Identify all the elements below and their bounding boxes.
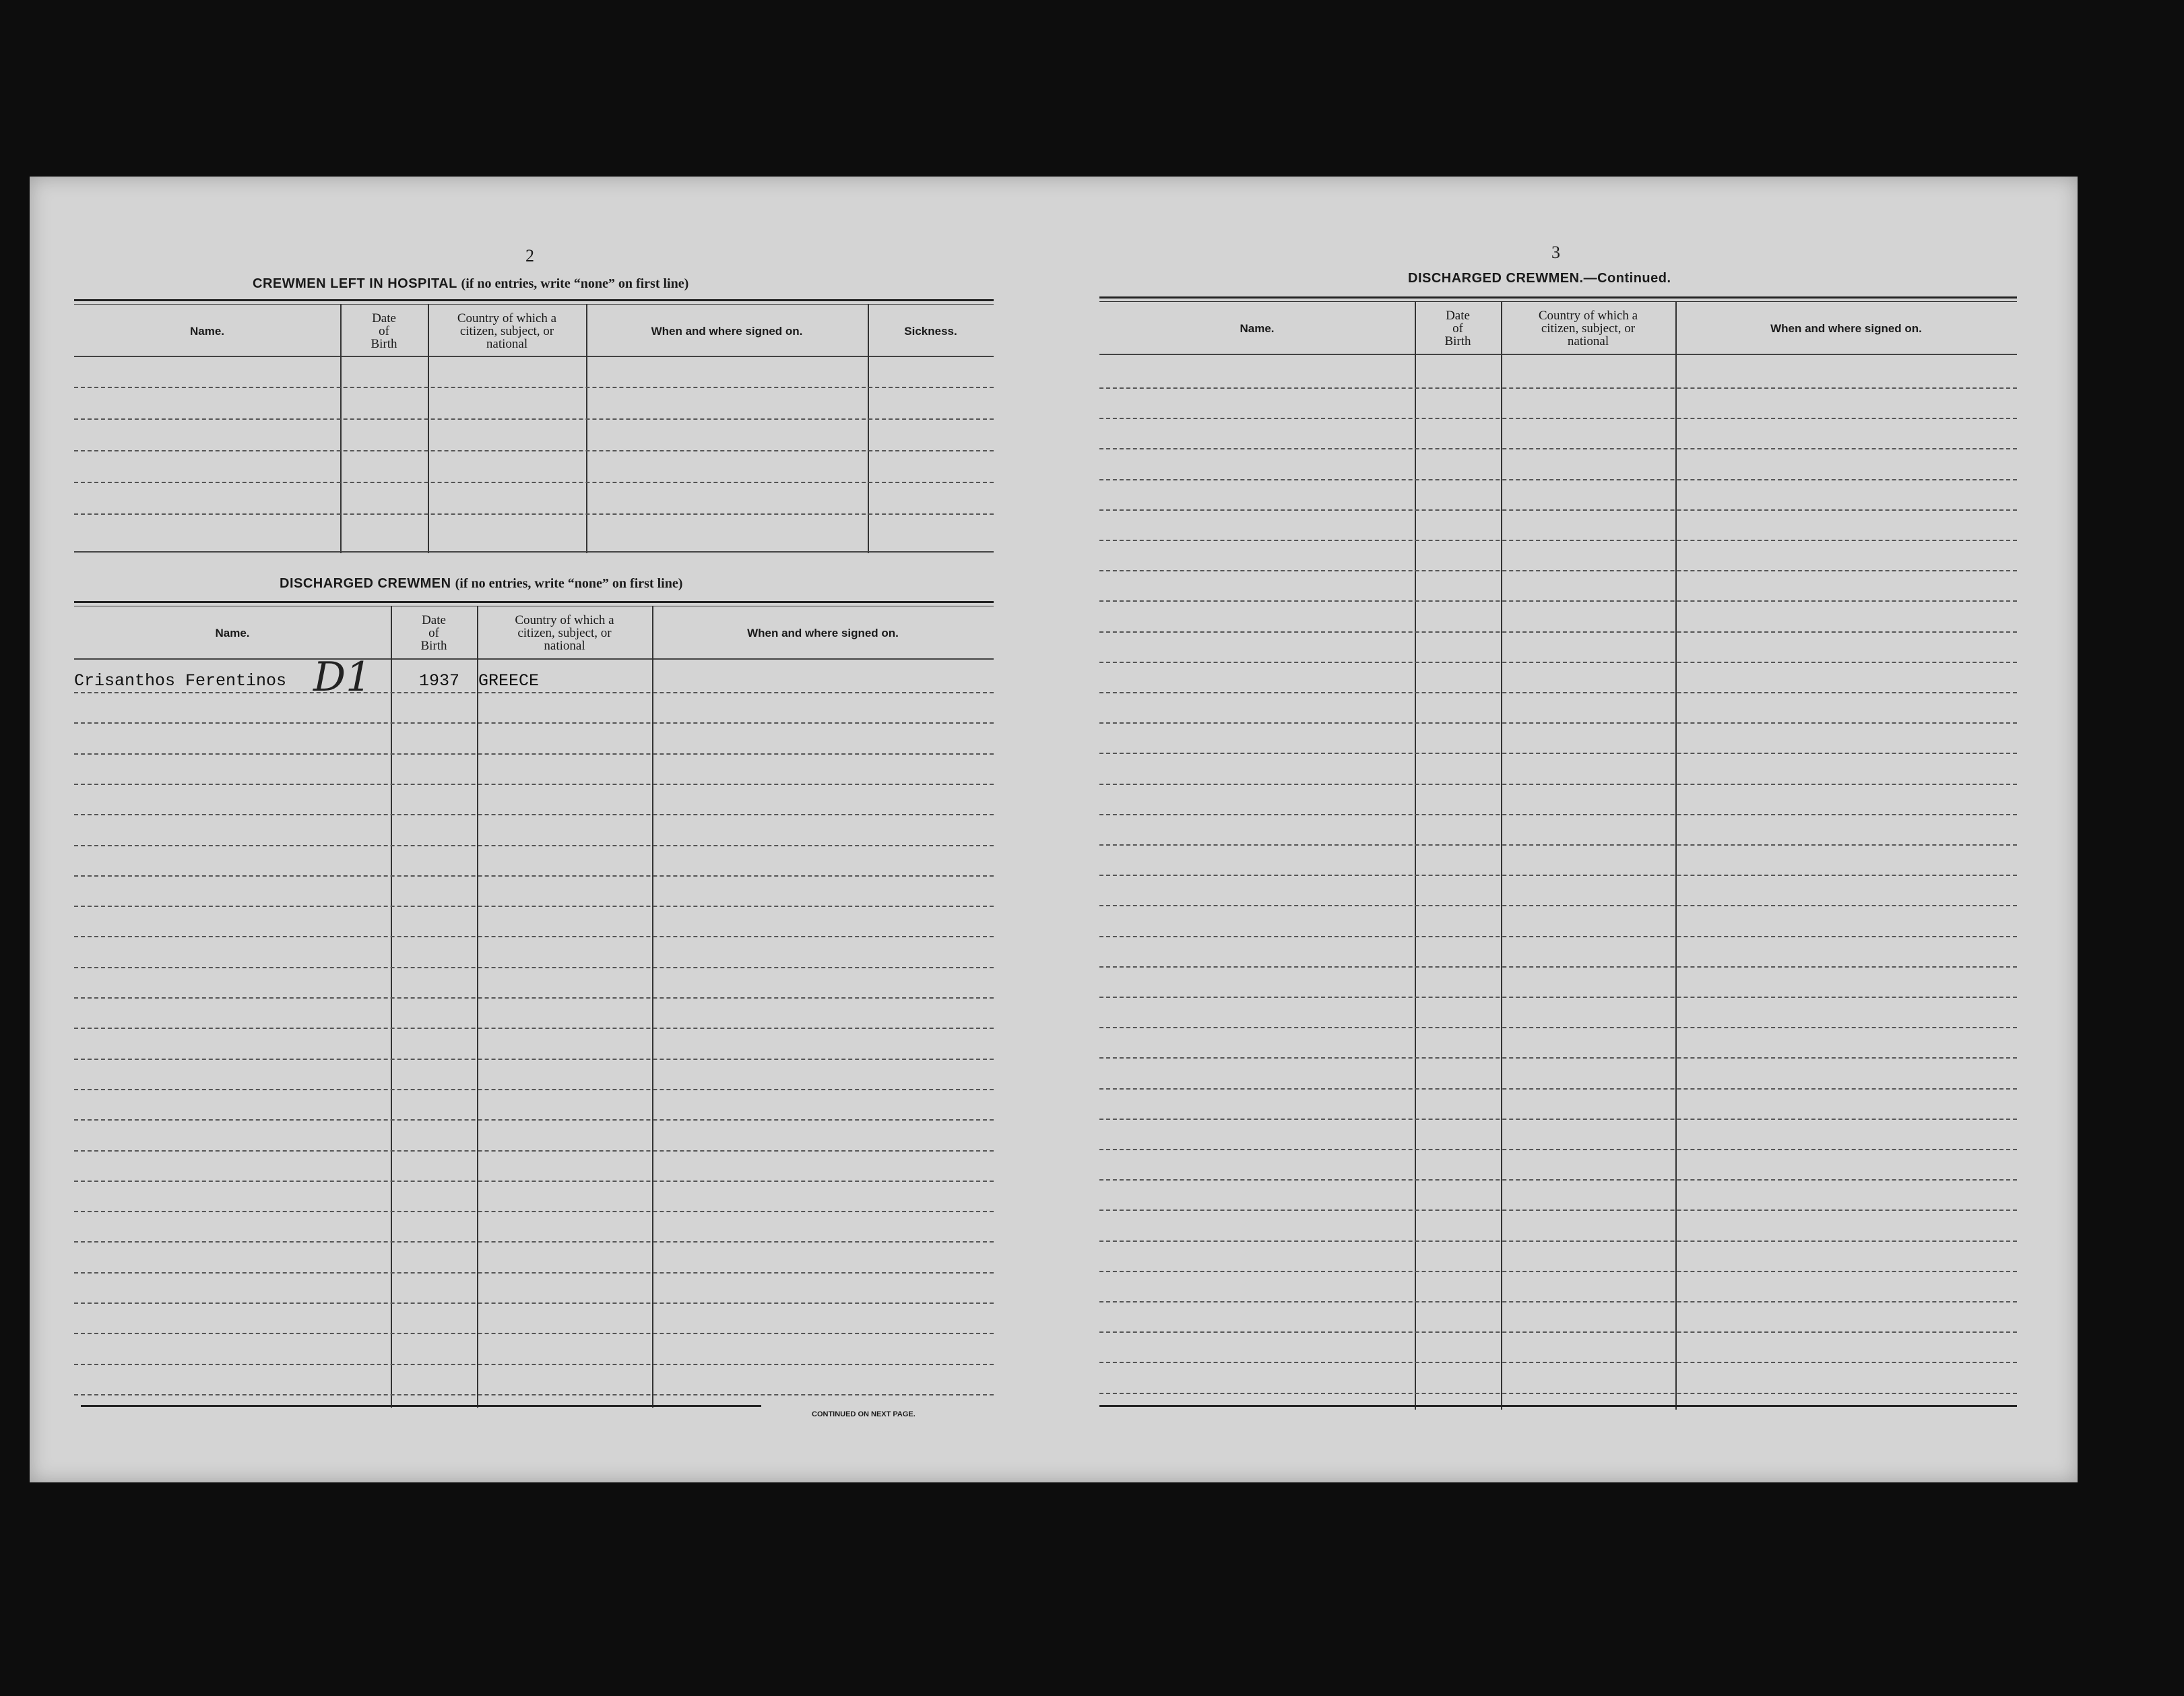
ruled-line [74,753,994,755]
ruled-line [1099,1271,2017,1272]
ruled-line [1099,387,2017,389]
ruled-line [1099,1088,2017,1090]
discharged-col-country: Country of which a citizen, subject, or national [515,613,614,653]
ruled-line [1099,600,2017,602]
ruled-line [74,875,994,877]
ruled-line [1099,722,2017,724]
right-table-title: DISCHARGED CREWMEN.—Continued. [1408,271,1671,286]
ruled-line [74,482,994,483]
ruled-line [74,1302,994,1304]
ruled-line [1099,875,2017,876]
ruled-line [74,814,994,815]
ruled-line [1099,1119,2017,1120]
ruled-line [1099,1301,2017,1302]
hospital-col-country: Country of which a citizen, subject, or national [457,311,557,351]
ruled-line [74,784,994,785]
ruled-line [1099,509,2017,511]
right-col-country: Country of which a citizen, subject, or national [1538,309,1638,348]
ruled-line [1099,997,2017,998]
discharged-col-signed-on: When and where signed on. [747,627,899,639]
crewman-date-of-birth: 1937 [419,671,460,691]
ruled-line [1099,418,2017,419]
discharged-col-dob: Date of Birth [420,613,447,653]
hospital-col-signed-on: When and where signed on. [651,324,803,338]
discharged-col-name: Name. [215,627,250,639]
right-col-name: Name. [1240,322,1275,335]
ruled-line [1099,844,2017,846]
ruled-line [74,387,994,388]
ruled-line [1099,1210,2017,1211]
ruled-line [1099,1362,2017,1363]
hospital-col-sickness: Sickness. [904,324,957,338]
ruled-line [74,1059,994,1060]
page-number-right: 3 [1551,243,1560,262]
ruled-line [74,1150,994,1152]
hospital-title-text: CREWMEN LEFT IN HOSPITAL [253,276,457,291]
ruled-line [1099,692,2017,693]
ruled-line [1099,936,2017,937]
ruled-line [74,513,994,515]
discharged-title-text: DISCHARGED CREWMEN [280,576,451,591]
ruled-line [1099,1393,2017,1394]
ruled-line [74,1333,994,1334]
ruled-line [74,692,994,693]
ruled-line [1099,1027,2017,1028]
ruled-line [74,997,994,999]
ruled-line [1099,1331,2017,1333]
ruled-line [74,1394,994,1395]
ruled-line [74,845,994,846]
ruled-line [1099,1240,2017,1242]
ruled-line [74,450,994,451]
ruled-line [1099,570,2017,571]
discharged-title-note: (if no entries, write “none” on first line) [455,576,683,591]
ruled-line [74,1119,994,1121]
ruled-line [74,1211,994,1212]
ruled-line [1099,1149,2017,1150]
right-col-signed-on: When and where signed on. [1770,322,1922,335]
discharged-table-title [280,576,682,592]
ruled-line [1099,814,2017,815]
ruled-line [74,1028,994,1029]
right-col-dob: Date of Birth [1444,309,1471,348]
ruled-line [74,1181,994,1182]
ruled-line [1099,479,2017,480]
page-number-left: 2 [525,246,534,265]
hospital-table [74,299,994,555]
ruled-line [1099,448,2017,449]
hospital-title-note: (if no entries, write “none” on first line) [461,276,689,291]
hospital-col-dob: Date of Birth [371,311,397,351]
left-bottom-rule [81,1405,761,1407]
ruled-line [74,906,994,907]
ruled-line [74,1364,994,1365]
ruled-line [1099,1057,2017,1059]
ruled-line [74,722,994,724]
ruled-line [1099,966,2017,968]
ruled-line [74,936,994,937]
ruled-line [74,1241,994,1243]
ruled-line [1099,662,2017,663]
ruled-line [74,1272,994,1274]
ruled-line [1099,631,2017,633]
ruled-line [1099,1179,2017,1181]
ruled-line [74,418,994,420]
discharged-continued-table [1099,296,2017,1408]
ruled-line [1099,905,2017,906]
hospital-col-name: Name. [189,324,225,338]
ruled-line [74,967,994,968]
crewman-name: Crisanthos Ferentinos [74,671,287,691]
ruled-line [1099,753,2017,754]
hospital-table-title [253,276,688,292]
crewman-country: GREECE [478,671,540,691]
ruled-line [1099,784,2017,785]
ruled-line [74,1089,994,1090]
continued-footer: CONTINUED ON NEXT PAGE. [812,1410,916,1418]
discharged-table [74,601,994,1410]
handwritten-annotation: D1 [313,654,372,701]
ruled-line [1099,540,2017,541]
